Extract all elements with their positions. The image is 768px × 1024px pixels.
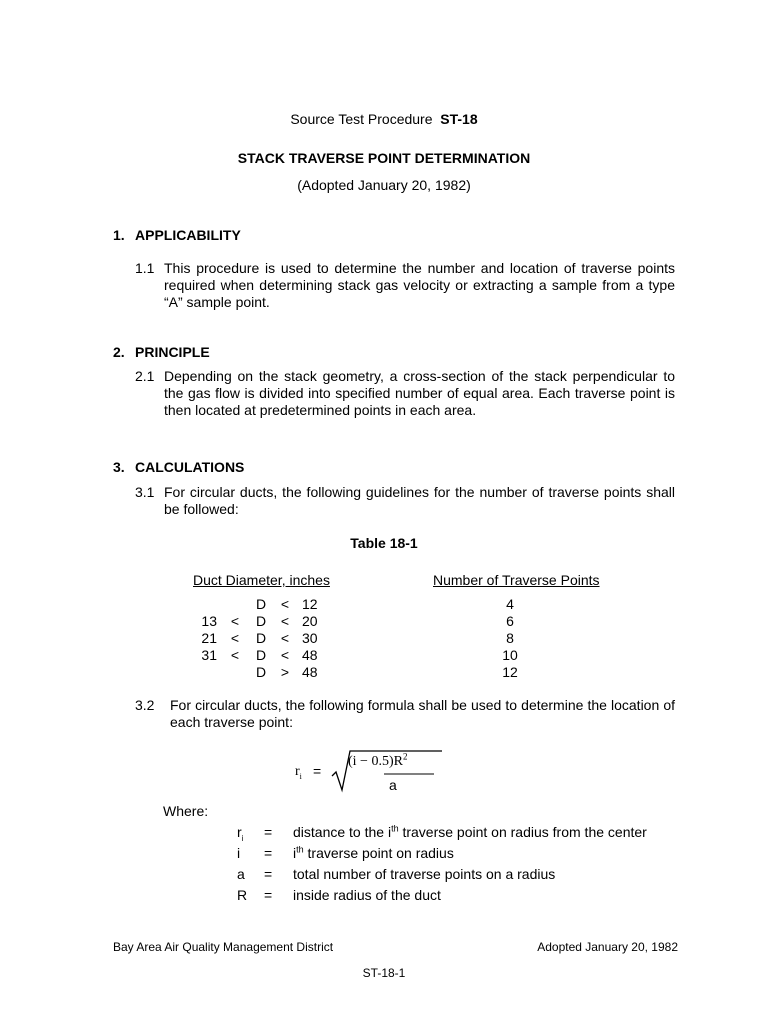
procedure-header (0, 111, 768, 128)
section-heading-applicability: 1. APPLICABILITY (113, 227, 241, 243)
traverse-formula (290, 748, 450, 796)
page-number: ST-18-1 (362, 966, 406, 980)
definition-row: i = $i^{th}$ traverse point on radius (237, 844, 454, 861)
table-col-header-diameter: Duct Diameter, inches (193, 572, 330, 588)
formula-denominator: a (389, 777, 397, 793)
where-label: Where: (163, 803, 209, 819)
formula-numerator: $(i - 0.5)R^2$ (348, 751, 408, 769)
adopted-date: (Adopted January 20, 1982) (297, 177, 471, 193)
table-row: 21 < D < 30 8 (201, 630, 514, 646)
table-row: D < 12 4 (255, 596, 514, 612)
table-col-header-points: Number of Traverse Points (433, 572, 600, 588)
definition-row: $r_i$ = distance to the $i^{th}$ traverse point on radius from the center (237, 823, 647, 843)
table-row: D > 48 12 (255, 664, 518, 680)
formula-equals: = (313, 763, 322, 779)
paragraph-1-1: 1.1 This procedure is used to determine the number and location of traverse points required when determining stack gas velocity or extracting a sample from a type “A” sample point. (135, 260, 675, 310)
procedure-id: ST-18 (440, 111, 478, 127)
page-title: STACK TRAVERSE POINT DETERMINATION (237, 150, 531, 166)
table-body (0, 596, 768, 686)
section-heading-principle: 2. PRINCIPLE (113, 344, 210, 360)
paragraph-2-1: 2.1 Depending on the stack geometry, a cross-section of the stack perpendicular to the gas flow is divided into specified number of equal area. Each traverse point is then located at predetermined points in each area. (135, 368, 675, 418)
paragraph-3-2: 3.2 For circular ducts, the following formula shall be used to determine the location of each traverse point: (135, 697, 675, 730)
table-row: 13 < D < 20 6 (201, 613, 514, 629)
formula-lhs: $r_i$ (295, 764, 302, 781)
definition-row: R = inside radius of the duct (237, 887, 441, 903)
section-heading-calculations: 3. CALCULATIONS (113, 459, 245, 475)
footer-organization: Bay Area Air Quality Management District (113, 940, 334, 954)
paragraph-3-1: 3.1 For circular ducts, the following guidelines for the number of traverse points shall be followed: (135, 484, 675, 517)
table-row: 31 < D < 48 10 (201, 647, 518, 663)
procedure-label: Source Test Procedure (290, 111, 433, 127)
footer-adopted-date: Adopted January 20, 1982 (537, 940, 678, 954)
definition-row: a = total number of traverse points on a radius (237, 866, 556, 882)
table-title: Table 18-1 (350, 535, 418, 551)
